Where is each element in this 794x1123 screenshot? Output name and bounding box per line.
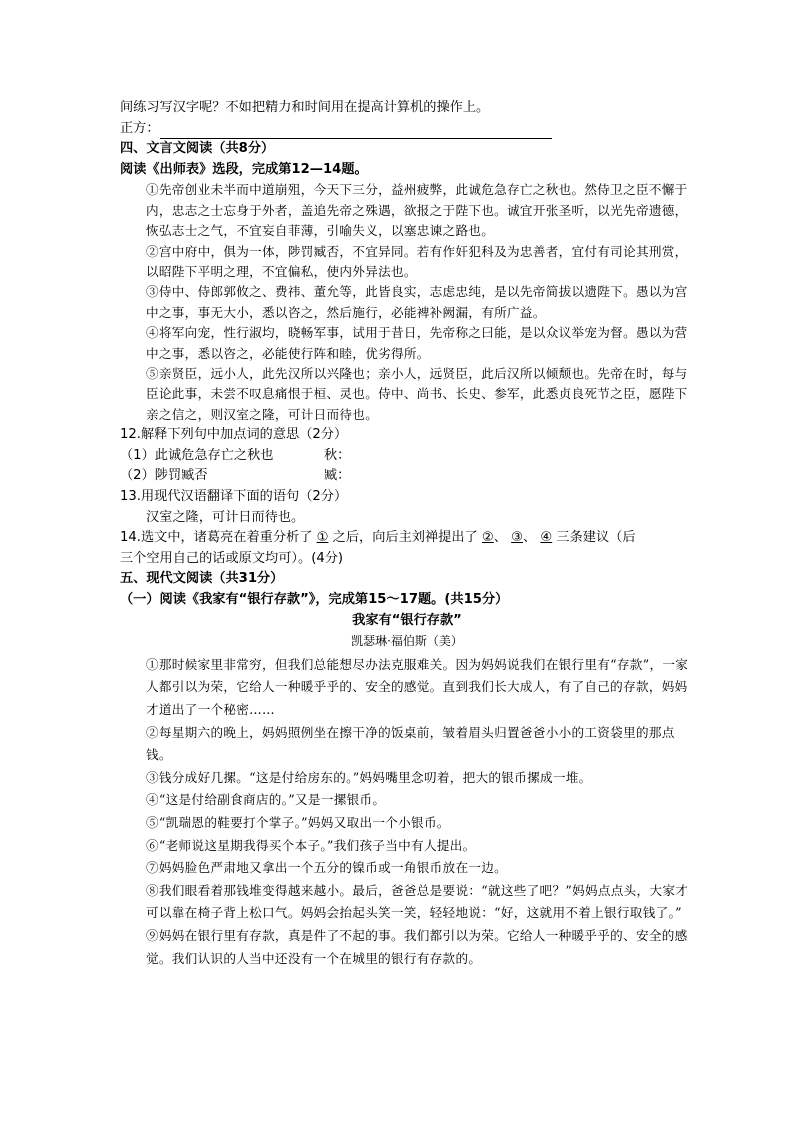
section5-sub1-instruction: （一）阅读《我家有“银行存款”》，完成第15～17题。(共15分） <box>120 592 509 607</box>
modern-paragraph-2: ②每星期六的晚上，妈妈照例坐在擦干净的饭桌前，皱着眉头归置爸爸小小的工资袋里的那点钱。 <box>146 724 675 763</box>
zhengfang-answer-line <box>120 119 694 140</box>
modern-paragraph-6: ⑥“老师说这星期我得买个本子。”我们孩子当中有人提出。 <box>146 837 476 853</box>
classical-paragraph-3: ③侍中、侍郎郭攸之、费祎、董允等，此皆良实，志虑忠纯，是以先帝简拔以遗陛下。愚以为宫中之事，事无大小，悉以咨之，然后施行，必能裨补阙漏，有所广益。 <box>146 284 688 320</box>
q14-blank-4[interactable]: ④ <box>540 530 553 546</box>
article-title: 我家有“银行存款” <box>352 612 462 628</box>
modern-paragraph-3: ③钱分成好几摞。“这是付给房东的。”妈妈嘴里念叨着，把大的银币摞成一堆。 <box>146 769 592 785</box>
modern-paragraph-4: ④“这是付给副食商店的。”又是一摞银币。 <box>146 792 386 808</box>
question-12-stem: 12.解释下列句中加点词的意思（2分） <box>120 427 348 443</box>
question-14-line-2: 三个空用自己的话或原文均可）。(4分) <box>120 550 344 566</box>
modern-paragraph-1: ①那时候家里非常穷，但我们总能想尽办法克服难关。因为妈妈说我们在银行里有“存款”，一家人都引以为荣，它给人一种暖乎乎的、安全的感觉。直到我们长大成人，有了自己的存款，妈妈才道出了一个秘密…… <box>146 656 689 717</box>
classical-paragraph-5: ⑤亲贤臣，远小人，此先汉所以兴隆也；亲小人，远贤臣，此后汉所以倾颓也。先帝在时，每与臣论此事，未尝不叹息痛恨于桓、灵也。侍中、尚书、长史、参军，此悉贞良死节之臣，愿陛下亲之信之，则汉室之隆，可计日而待也。 <box>146 366 688 422</box>
article-author: 凯瑟琳·福伯斯（美） <box>351 634 463 649</box>
section4-instruction: 阅读《出师表》选段，完成第12—14题。 <box>120 161 368 177</box>
q12-item2-word: 臧： <box>324 468 351 484</box>
q12-item1-word: 秋： <box>324 447 351 463</box>
modern-paragraph-5: ⑤“凯瑞恩的鞋要打个掌子。”妈妈又取出一个小银币。 <box>146 814 450 830</box>
q14-blank-1[interactable]: ① <box>316 530 329 546</box>
page-content <box>120 98 694 970</box>
q12-item1-sentence: （1）此诚危急存亡之秋也 <box>120 447 274 463</box>
q14-separator-2: 、 <box>522 530 537 546</box>
q14-text-part3: 三条建议（后 <box>556 530 636 546</box>
question-13-sentence: 汉室之隆，可计日而待也。 <box>146 509 305 525</box>
classical-paragraph-2: ②宫中府中，俱为一体，陟罚臧否，不宜异同。若有作奸犯科及为忠善者，宜付有司论其刑赏，以昭陛下平明之理，不宜偏私，使内外异法也。 <box>146 243 688 279</box>
q14-blank-3[interactable]: ③ <box>511 530 523 546</box>
classical-paragraph-1: ①先帝创业未半而中道崩殂，今天下三分，益州疲弊，此诚危急存亡之秋也。然侍卫之臣不懈于内，忠志之士忘身于外者，盖追先帝之殊遇，欲报之于陛下也。诚宜开张圣听，以光先帝遗德，恢弘志士之气，不宜妄自菲薄，引喻失义，以塞忠谏之路也。 <box>146 182 688 239</box>
q14-separator-1: 、 <box>493 530 507 546</box>
modern-paragraph-7: ⑦妈妈脸色严肃地又拿出一个五分的镍币或一角银币放在一边。 <box>146 860 508 876</box>
q12-item2-sentence: （2）陟罚臧否 <box>120 468 208 484</box>
section5-title: 五、现代文阅读（共31分） <box>120 571 284 587</box>
zhengfang-answer-blank[interactable] <box>160 124 552 139</box>
question-13-stem: 13.用现代汉语翻译下面的语句（2分） <box>120 489 348 505</box>
text-line-continuation: 间练习写汉字呢？不如把精力和时间用在提高计算机的操作上。 <box>120 100 490 115</box>
zhengfang-label: 正方： <box>120 120 160 136</box>
modern-paragraph-9: ⑨妈妈在银行里有存款，真是件了不起的事。我们都引以为荣。它给人一种暖乎乎的、安全的感觉。我们认识的人当中还没有一个在城里的银行有存款的。 <box>146 927 688 966</box>
question-14-line-1 <box>120 528 694 549</box>
section4-title: 四、文言文阅读（共8分） <box>120 141 275 157</box>
question-12-item-2 <box>120 466 694 487</box>
q14-text-part1: 14.选文中，诸葛亮在着重分析了 <box>120 530 313 546</box>
classical-paragraph-4: ④将军向宠，性行淑均，晓畅军事，试用于昔日，先帝称之曰能，是以众议举宠为督。愚以为营中之事，悉以咨之，必能使行阵和睦，优劣得所。 <box>146 325 688 361</box>
q14-text-part2: 之后，向后主刘禅提出了 <box>332 530 478 546</box>
q14-blank-2[interactable]: ② <box>481 530 494 546</box>
modern-paragraph-8: ⑧我们眼看着那钱堆变得越来越小。最后，爸爸总是要说：“就这些了吧？”妈妈点点头，大家才可以靠在椅子背上松口气。妈妈会抬起头笑一笑，轻轻地说：“好，这就用不着上银行取钱了。” <box>146 882 689 921</box>
question-12-item-1 <box>120 446 694 467</box>
